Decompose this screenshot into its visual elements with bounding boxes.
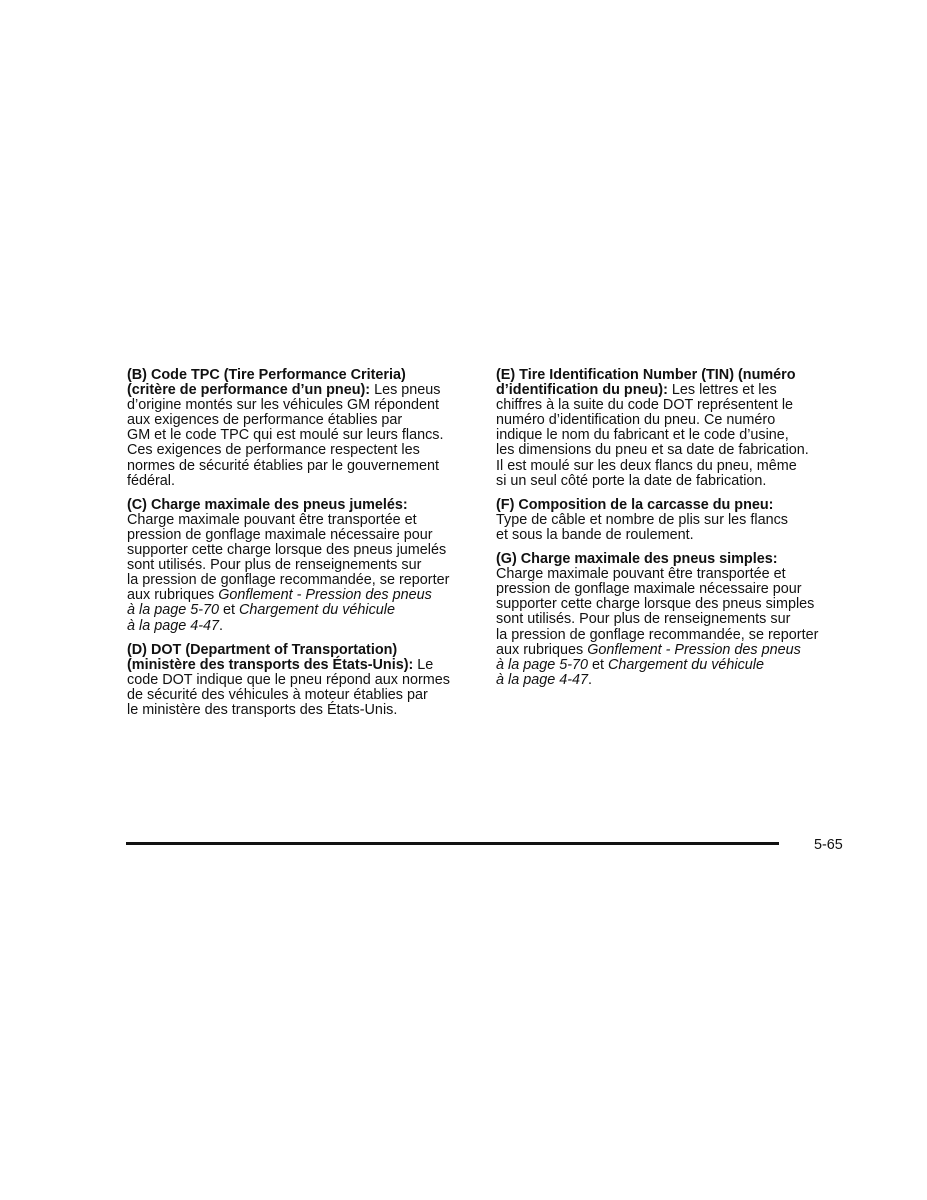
right-column [496, 368, 841, 697]
entry-b-line3: d’origine montés sur les véhicules GM répondent [127, 397, 439, 414]
entry-g-single-tire-load [496, 552, 841, 688]
entry-g-inflation-reference: Gonflement - Pression des pneus [587, 641, 801, 658]
entry-c-line9 [127, 619, 479, 634]
entry-g-heading: (G) Charge maximale des pneus simples: [496, 551, 778, 568]
entry-c-line4: supporter cette charge lorsque des pneus jumelés [127, 542, 447, 559]
entry-d-line5: le ministère des transports des États-Unis. [127, 701, 398, 718]
entry-c-line3: pression de gonflage maximale nécessaire pour [127, 526, 433, 543]
entry-e-heading-line1: (E) Tire Identification Number (TIN) (numéro [496, 367, 796, 383]
entry-b-heading-line2: (critère de performance d’un pneu): [127, 382, 371, 399]
entry-d-line3: code DOT indique que le pneu répond aux normes [127, 671, 450, 688]
entry-c-line8 [127, 603, 479, 618]
entry-c-inflation-page-reference: à la page 5-70 [127, 602, 220, 619]
entry-f-line2: Type de câble et nombre de plis sur les flancs [496, 511, 788, 528]
entry-b-heading-line1: (B) Code TPC (Tire Performance Criteria) [127, 367, 406, 383]
entry-c-line2: Charge maximale pouvant être transportée et [127, 511, 417, 528]
entry-e-line2 [496, 383, 841, 398]
entry-b-tpc-code [127, 368, 479, 489]
entry-f-ply-composition [496, 498, 841, 543]
entry-c-inflation-reference: Gonflement - Pression des pneus [218, 587, 432, 604]
entry-e-line3: chiffres à la suite du code DOT représentent le [496, 397, 794, 414]
entry-b-text-start: Les pneus [370, 382, 441, 399]
entry-d-dot-code [127, 643, 479, 718]
entry-b-line5: GM et le code TPC qui est moulé sur leurs flancs. [127, 427, 444, 444]
entry-b-line2 [127, 383, 479, 398]
entry-c-loading-page-reference: à la page 4-47 [127, 617, 220, 634]
entry-g-inflation-page-reference: à la page 5-70 [496, 656, 589, 673]
entry-g-loading-page-reference: à la page 4-47 [496, 671, 589, 688]
entry-g-line6: la pression de gonflage recommandée, se reporter [496, 626, 819, 643]
entry-b-line7: normes de sécurité établies par le gouvernement [127, 457, 439, 474]
entry-e-text-start: Les lettres et les [667, 382, 777, 399]
entry-g-line9 [496, 673, 841, 688]
left-column [127, 368, 479, 727]
entry-d-heading-line2: (ministère des transports des États-Unis): [127, 656, 414, 673]
entry-g-line4: supporter cette charge lorsque des pneus simples [496, 596, 815, 613]
entry-f-heading: (F) Composition de la carcasse du pneu: [496, 496, 774, 513]
entry-e-line4: numéro d’identification du pneu. Ce numéro [496, 412, 776, 429]
entry-g-line9-text: . [588, 671, 593, 688]
entry-c-line9-text: . [219, 617, 224, 634]
entry-b-line6: Ces exigences de performance respectent les [127, 442, 420, 459]
entry-g-line7 [496, 643, 841, 658]
entry-e-line6: les dimensions du pneu et sa date de fabrication. [496, 442, 809, 459]
entry-c-line7-text: aux rubriques [127, 587, 219, 604]
entry-e-line5: indique le nom du fabricant et le code d’usine, [496, 427, 789, 444]
entry-g-line2: Charge maximale pouvant être transportée et [496, 566, 786, 583]
entry-g-line8-text: et [588, 656, 609, 673]
entry-c-line7 [127, 588, 479, 603]
entry-g-line3: pression de gonflage maximale nécessaire pour [496, 581, 802, 598]
entry-g-line8 [496, 658, 841, 673]
entry-c-loading-reference: Chargement du véhicule [239, 602, 396, 619]
entry-g-line5: sont utilisés. Pour plus de renseignements sur [496, 611, 791, 628]
footer-rule [126, 842, 779, 845]
entry-d-line4: de sécurité des véhicules à moteur établies par [127, 686, 428, 703]
entry-c-heading: (C) Charge maximale des pneus jumelés: [127, 496, 408, 513]
entry-c-line6: la pression de gonflage recommandée, se reporter [127, 572, 450, 589]
entry-e-line7: Il est moulé sur les deux flancs du pneu, même [496, 457, 797, 474]
entry-g-loading-reference: Chargement du véhicule [608, 656, 765, 673]
entry-d-text-start: Le [413, 656, 434, 673]
entry-b-line8: fédéral. [127, 472, 175, 489]
entry-b-line4: aux exigences de performance établies par [127, 412, 403, 429]
entry-e-line8: si un seul côté porte la date de fabrication. [496, 472, 767, 489]
entry-d-heading-line1: (D) DOT (Department of Transportation) [127, 641, 398, 658]
entry-e-tin [496, 368, 841, 489]
entry-f-line3: et sous la bande de roulement. [496, 526, 694, 543]
entry-c-dual-tire-load [127, 498, 479, 634]
page-number: 5-65 [814, 837, 843, 853]
entry-g-line7-text: aux rubriques [496, 641, 588, 658]
entry-c-line8-text: et [219, 602, 240, 619]
entry-e-heading-line2: d’identification du pneu): [496, 382, 668, 399]
entry-d-line2 [127, 658, 479, 673]
entry-c-line5: sont utilisés. Pour plus de renseignements sur [127, 557, 422, 574]
